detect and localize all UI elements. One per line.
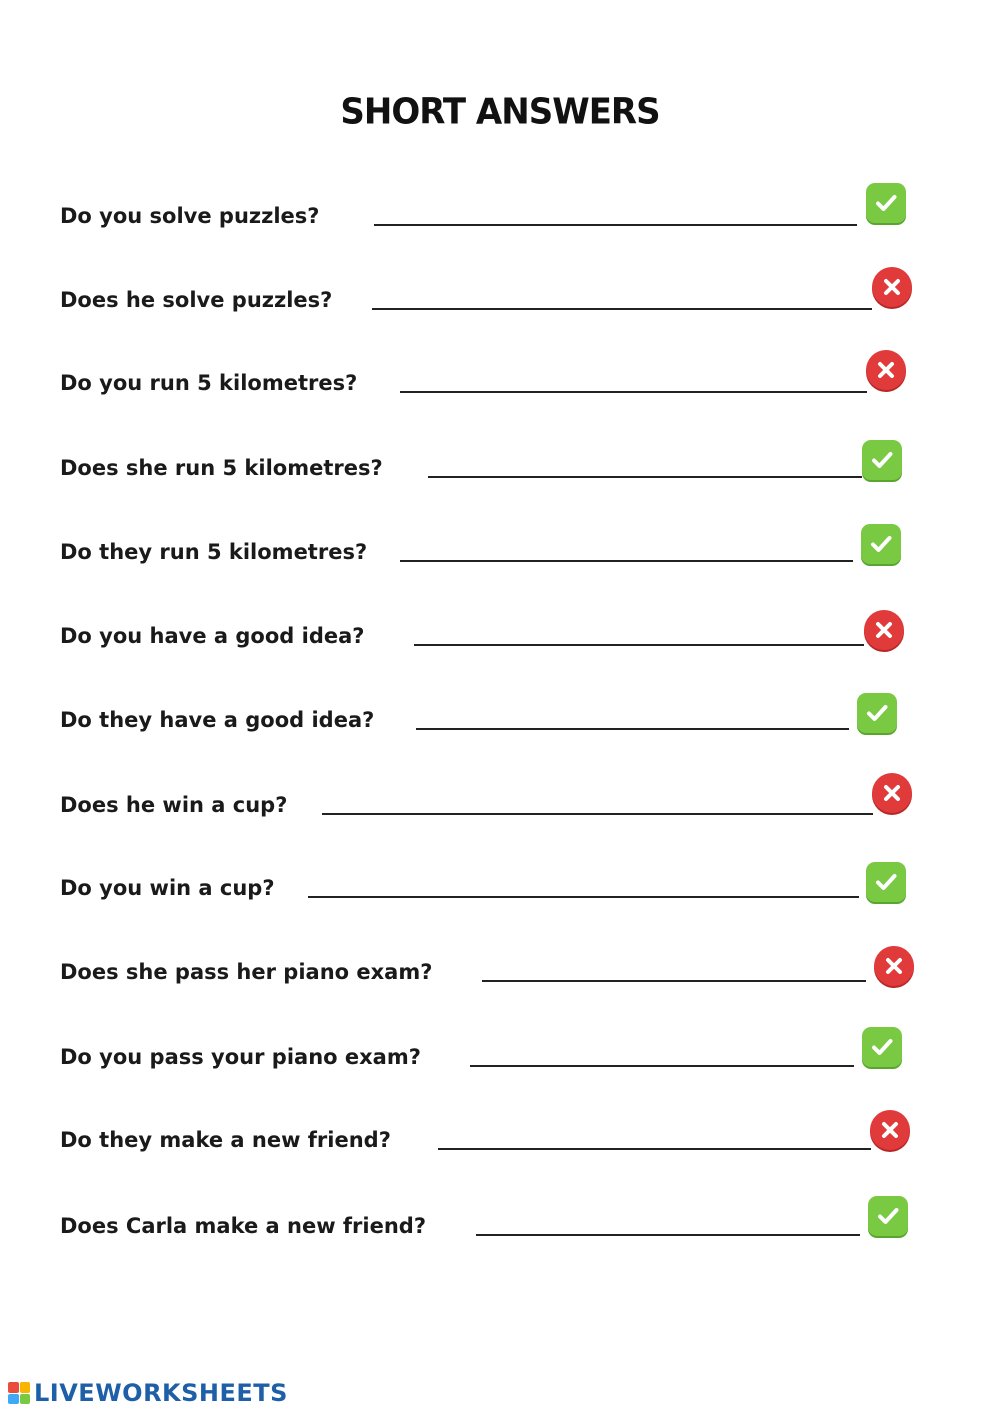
cross-icon <box>870 1110 910 1150</box>
answer-line[interactable] <box>428 476 862 478</box>
question-text: Does she run 5 kilometres? <box>60 456 383 480</box>
question-text: Does he solve puzzles? <box>60 288 333 312</box>
question-text: Do they make a new friend? <box>60 1128 391 1152</box>
question-text: Do they have a good idea? <box>60 708 375 732</box>
question-row <box>60 438 940 488</box>
tick-icon <box>866 862 906 902</box>
cross-icon <box>872 773 912 813</box>
question-text: Do they run 5 kilometres? <box>60 540 368 564</box>
answer-line[interactable] <box>416 728 849 730</box>
question-row <box>60 858 940 908</box>
question-row <box>60 1027 940 1077</box>
answer-line[interactable] <box>470 1065 854 1067</box>
tick-icon <box>861 524 901 564</box>
worksheet-title: SHORT ANSWERS <box>340 91 660 133</box>
footer-logo <box>8 1379 288 1407</box>
question-row <box>60 186 940 236</box>
answer-line[interactable] <box>374 224 857 226</box>
question-row <box>60 522 940 572</box>
answer-line[interactable] <box>322 813 873 815</box>
question-text: Does Carla make a new friend? <box>60 1214 427 1238</box>
tick-icon <box>862 1027 902 1067</box>
answer-line[interactable] <box>438 1148 871 1150</box>
answer-line[interactable] <box>372 308 872 310</box>
answer-line[interactable] <box>400 391 867 393</box>
question-text: Do you have a good idea? <box>60 624 365 648</box>
tick-icon <box>862 440 902 480</box>
tick-icon <box>868 1196 908 1236</box>
liveworksheets-logo-icon <box>8 1382 30 1404</box>
question-row <box>60 690 940 740</box>
question-row <box>60 606 940 656</box>
question-row <box>60 775 940 825</box>
tick-icon <box>866 183 906 223</box>
cross-icon <box>866 350 906 390</box>
cross-icon <box>872 267 912 307</box>
cross-icon <box>874 946 914 986</box>
question-text: Do you pass your piano exam? <box>60 1045 421 1069</box>
question-row <box>60 353 940 403</box>
question-text: Do you win a cup? <box>60 876 275 900</box>
question-row <box>60 942 940 992</box>
question-row <box>60 1196 940 1246</box>
answer-line[interactable] <box>414 644 864 646</box>
question-text: Do you solve puzzles? <box>60 204 320 228</box>
cross-icon <box>864 610 904 650</box>
question-text: Does he win a cup? <box>60 793 288 817</box>
question-row <box>60 270 940 320</box>
answer-line[interactable] <box>308 896 859 898</box>
footer-brand: LIVEWORKSHEETS <box>34 1379 288 1407</box>
answer-line[interactable] <box>400 560 853 562</box>
answer-line[interactable] <box>476 1234 860 1236</box>
question-row <box>60 1110 940 1160</box>
question-text: Does she pass her piano exam? <box>60 960 433 984</box>
question-text: Do you run 5 kilometres? <box>60 371 358 395</box>
tick-icon <box>857 693 897 733</box>
answer-line[interactable] <box>482 980 866 982</box>
